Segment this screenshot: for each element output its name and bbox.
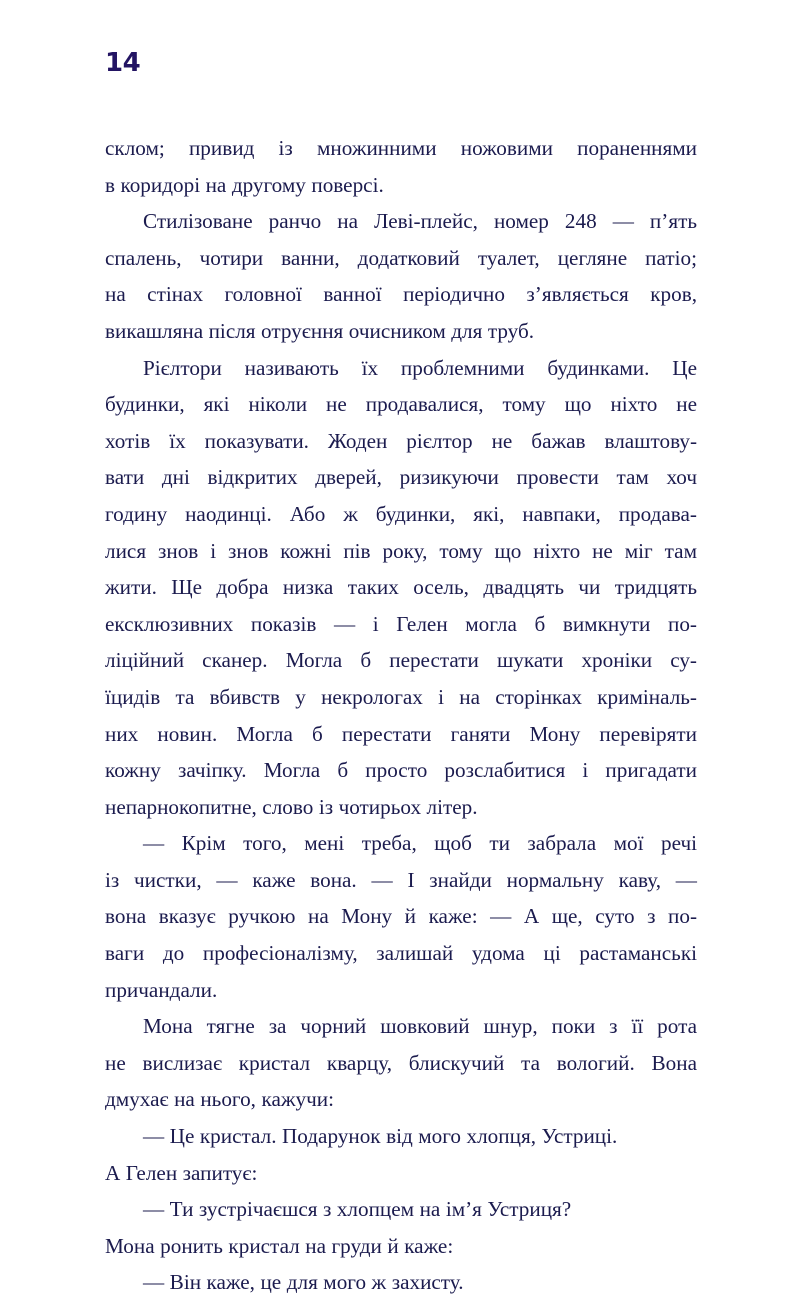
text-line: на стінах головної ванної періодично з’являється кров, bbox=[105, 282, 697, 307]
text-line: в коридорі на другому поверсі. bbox=[105, 172, 384, 197]
para-helen-asks bbox=[105, 1155, 697, 1192]
text-line: Мона ронить кристал на груди й каже: bbox=[105, 1233, 454, 1258]
text-line: вона вказує ручкою на Мону й каже: — А ще, суто з по- bbox=[105, 904, 697, 929]
para-ranch bbox=[105, 203, 697, 349]
body-text-block bbox=[105, 130, 697, 1301]
para-mona-cord bbox=[105, 1008, 697, 1118]
text-line: їцидів та вбивств у некрологах і на сторінках криміналь- bbox=[105, 684, 697, 709]
text-line: кожну зачіпку. Могла б просто розслабитися і пригадати bbox=[105, 758, 697, 783]
text-line: спалень, чотири ванни, додатковий туалет, цегляне патіо; bbox=[105, 245, 697, 270]
text-line: із чистки, — каже вона. — І знайди нормальну каву, — bbox=[105, 867, 697, 892]
text-line: лися знов і знов кожні пів року, тому що ніхто не міг там bbox=[105, 538, 697, 563]
para-dialogue-helen bbox=[105, 825, 697, 1008]
text-line: Стилізоване ранчо на Леві-плейс, номер 248 — п’ять bbox=[143, 209, 697, 234]
text-line: не вислизає кристал кварцу, блискучий та вологий. Вона bbox=[105, 1050, 697, 1075]
para-dialogue-crystal bbox=[105, 1118, 697, 1155]
para-realtors bbox=[105, 350, 697, 826]
para-continued bbox=[105, 130, 697, 203]
text-line: хотів їх показувати. Жоден рієлтор не бажав влаштову- bbox=[105, 428, 697, 453]
text-line: склом; привид із множинними ножовими пораненнями bbox=[105, 136, 697, 160]
text-line: дмухає на нього, кажучи: bbox=[105, 1087, 334, 1112]
text-line: Рієлтори називають їх проблемними будинками. Це bbox=[143, 355, 697, 380]
text-line: — Він каже, це для мого ж захисту. bbox=[143, 1270, 464, 1295]
text-line: причандали. bbox=[105, 977, 218, 1002]
text-line: ексклюзивних показів — і Гелен могла б вимкнути по- bbox=[105, 611, 697, 636]
text-line: жити. Ще добра низка таких осель, двадцять чи тридцять bbox=[105, 575, 697, 600]
text-line: вати дні відкритих дверей, ризикуючи провести там хоч bbox=[105, 465, 697, 490]
text-line: годину наодинці. Або ж будинки, які, навпаки, продава- bbox=[105, 501, 697, 526]
page-number: 14 bbox=[105, 48, 141, 78]
para-dialogue-oyster bbox=[105, 1191, 697, 1228]
text-line: будинки, які ніколи не продавалися, тому що ніхто не bbox=[105, 392, 697, 417]
text-line: них новин. Могла б перестати ганяти Мону перевіряти bbox=[105, 721, 697, 746]
para-mona-drops bbox=[105, 1228, 697, 1265]
para-dialogue-protection bbox=[105, 1264, 697, 1301]
text-line: — Ти зустрічаєшся з хлопцем на ім’я Устриця? bbox=[143, 1197, 572, 1222]
text-line: ліційний сканер. Могла б перестати шукати хроніки су- bbox=[105, 648, 697, 673]
text-line: — Крім того, мені треба, щоб ти забрала мої речі bbox=[143, 831, 697, 856]
text-line: Мона тягне за чорний шовковий шнур, поки з її рота bbox=[143, 1014, 697, 1039]
text-line: А Гелен запитує: bbox=[105, 1160, 258, 1185]
text-line: ваги до професіоналізму, залишай удома ці растаманські bbox=[105, 941, 697, 966]
text-line: викашляна після отруєння очисником для труб. bbox=[105, 318, 535, 343]
text-line: — Це кристал. Подарунок від мого хлопця, Устриці. bbox=[143, 1124, 618, 1149]
text-line: непарнокопитне, слово із чотирьох літер. bbox=[105, 794, 478, 819]
